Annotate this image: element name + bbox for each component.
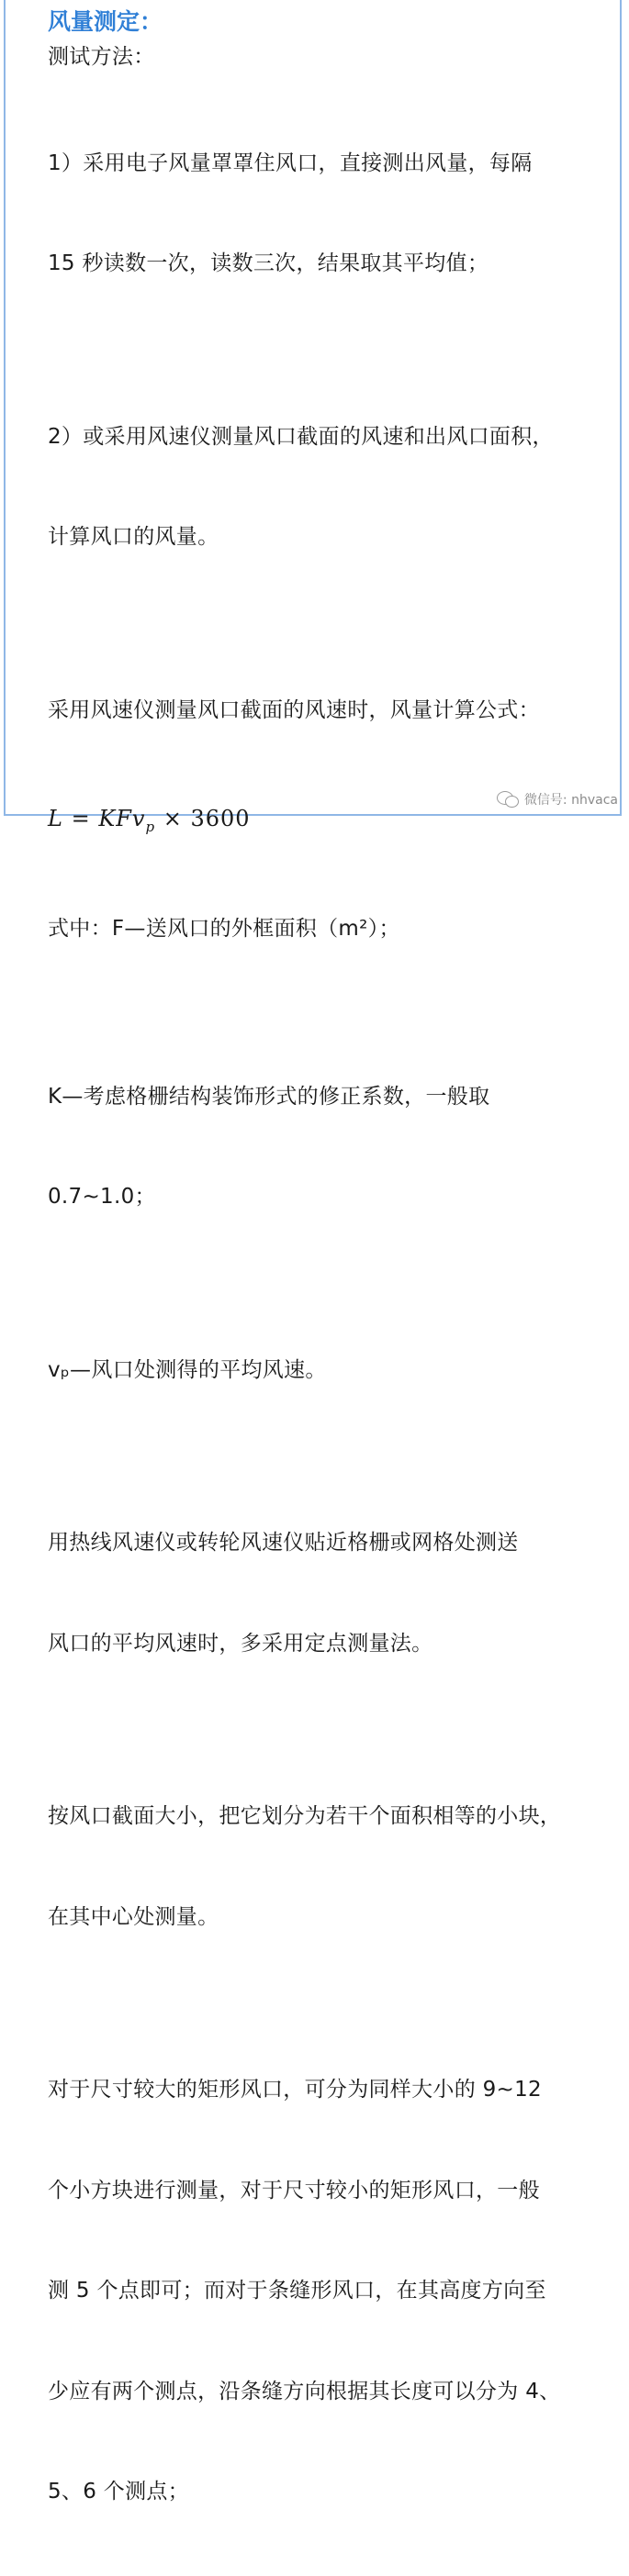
formula-subscript: p <box>145 819 156 835</box>
text-line: 采用风速仪测量风口截面的风速时，风量计算公式： <box>48 697 540 722</box>
note-velocity <box>48 1287 617 1455</box>
formula-rhs: KFv <box>98 806 146 831</box>
page-frame <box>4 0 622 2504</box>
text-line: 计算风口的风量。 <box>48 525 219 549</box>
paragraph-divide-area <box>48 1733 617 2001</box>
wechat-icon <box>497 791 519 808</box>
paragraph-formula-intro <box>48 627 617 795</box>
note-coefficient <box>48 1013 617 1281</box>
text-line: 少应有两个测点，沿条缝方向根据其长度可以分为 4、 <box>48 2379 561 2403</box>
wechat-watermark <box>497 790 618 808</box>
text-line: 0.7~1.0； <box>48 1185 156 1209</box>
text-line: 对于尺寸较大的矩形风口，可分为同样大小的 9~12 <box>48 2078 542 2102</box>
text-line: 2）或采用风速仪测量风口截面的风速和出风口面积， <box>48 424 554 449</box>
paragraph-measuring-points <box>48 2006 617 2576</box>
section-heading: 风量测定： <box>48 8 163 35</box>
text-line: 个小方块进行测量，对于尺寸较小的矩形风口，一般 <box>48 2178 540 2202</box>
formula-lhs: L <box>48 806 63 831</box>
text-line: vₚ—风口处测得的平均风速。 <box>48 1357 327 1382</box>
article-content <box>48 7 617 2576</box>
paragraph-method-1 <box>48 80 617 348</box>
formula-equals: = <box>71 806 91 831</box>
text-line: 测 5 个点即可；而对于条缝形风口，在其高度方向至 <box>48 2279 546 2303</box>
text-line: 1）采用电子风量罩罩住风口，直接测出风量，每隔 <box>48 151 533 175</box>
text-line: 15 秒读数一次，读数三次，结果取其平均值； <box>48 251 489 275</box>
text-line: 风口的平均风速时，多采用定点测量法。 <box>48 1631 433 1656</box>
subsection-label: 测试方法： <box>48 45 155 69</box>
text-line: 5、6 个测点； <box>48 2480 189 2504</box>
text-line: 在其中心处测量。 <box>48 1904 219 1929</box>
text-line: 用热线风速仪或转轮风速仪贴近格栅或网格处测送 <box>48 1531 519 1555</box>
text-line: 按风口截面大小，把它划分为若干个面积相等的小块， <box>48 1804 562 1828</box>
watermark-text: 微信号: nhvaca <box>523 793 618 808</box>
paragraph-measurement-method <box>48 1459 617 1727</box>
paragraph-method-2 <box>48 353 617 621</box>
note-area <box>48 845 617 1013</box>
text-line: 式中：F—送风口的外框面积（m²）； <box>48 917 400 941</box>
formula-constant: 3600 <box>190 806 251 831</box>
formula-times: × <box>163 806 183 831</box>
text-line: K—考虑格栅结构装饰形式的修正系数，一般取 <box>48 1084 490 1109</box>
